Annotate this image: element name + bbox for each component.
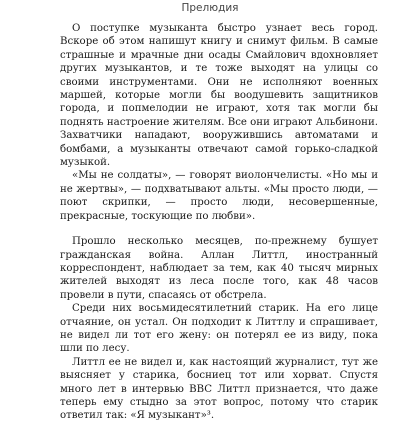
- paragraph: «Мы не солдаты», — говорят виолончелисты. «Но мы и не жертвы», — подхватывают альты. «Мы просто люди, — поют скрипки, — просто люди, несовершенные, прекрасные, тоскующие по любви».: [60, 170, 378, 222]
- body-text: [60, 22, 378, 423]
- paragraph: Прошло несколько месяцев, по-прежнему бушует гражданская война. Аллан Литтл, иностранный корреспондент, наблюдает за тем, как 40 тысяч мирных жителей выходят из леса после того, как 48 часов провели в пути, спасаясь от обстрела.: [60, 236, 378, 301]
- paragraph: О поступке музыканта быстро узнает весь город. Вскоре об этом напишут книгу и снимут фильм. В самые страшные и мрачные дни осады Смайлович вдохновляет других музыкантов, и те тоже выходят на улицы со своими инструментами. Они не исполняют военных маршей, которые могли бы воодушевить защитников города, и попмелодии не играют, хотя так могли бы поднять настроение жителям. Все они играют Альбинони. Захватчики нападают, вооружившись автоматами и бомбами, а музыканты отвечают самой горько-сладкой музыкой.: [60, 23, 378, 169]
- running-head: Прелюдия: [181, 2, 239, 14]
- section-gap: [60, 223, 378, 235]
- paragraph: Среди них восьмидесятилетний старик. На его лице отчаяние, он устал. Он подходит к Литтлу и спрашивает, не видел ли тот его жену: он потерял ее из виду, пока шли по лесу.: [60, 303, 378, 355]
- paragraph: Литтл ее не видел и, как настоящий журналист, тут же выясняет у старика, босниец тот или хорват. Спустя много лет в интервью BBC Литтл признается, что даже теперь ему стыдно за этот вопрос, потому что старик ответил так: «Я музыкант»³.: [60, 356, 378, 422]
